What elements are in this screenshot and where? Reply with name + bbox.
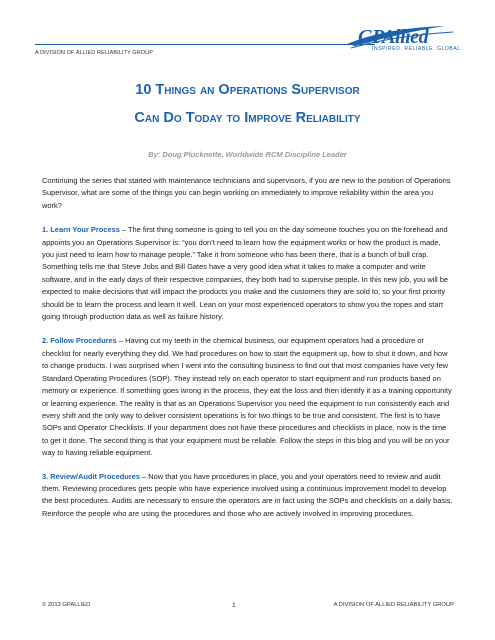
- section-paragraph: [42, 335, 454, 459]
- section-text: – The first thing someone is going to tell you on the day someone touches you on the forehead and appoints you an Operations Supervisor is: “you don’t need to learn how the equipment works or how the product is made, you just need to learn how to manage people.” Take it from someone who has been there, that is a bunch of bull crap. Something tells me that Steve Jobs and Bill Gates have a very good idea what it takes to make a computer and write software, and in the early days of their respective companies, they both had to supervise people. In this new job, you will be expected to make decisions that will impact the products you make and the customers they are sold to, so your first priority should be to learn the process and learn it well. Lean on your most experienced operators to show you the ropes and start going through production data as well as failure history.: [42, 225, 448, 322]
- document-body: [42, 175, 454, 532]
- document-title-line-2: Can Do Today to Improve Reliability: [134, 110, 361, 126]
- footer-division: A DIVISION OF ALLIED RELIABILITY GROUP: [333, 602, 454, 608]
- section-heading: 3. Review/Audit Procedures: [42, 471, 140, 481]
- intro-paragraph: Continuing the series that started with maintenance technicians and supervisors, if you are new to the position of Operations Supervisor, what are some of the things you can begin working on immediately to improve reliability within the area you work?: [42, 176, 451, 210]
- section-paragraph: [42, 471, 454, 521]
- section-text: – Now that you have procedures in place, you and your operators need to review and audit them. Reviewing procedures gets people who have experience involved using a continuous improvement model to develop the best procedures. Audits are necessary to ensure the operators are in fact using the SOPs and checklists on a daily basis. Reinforce the people who are using the procedures and those who are actively involved in improving procedures.: [42, 471, 453, 518]
- author-byline: By: Doug Plucknette, Worldwide RCM Discipline Leader: [148, 150, 347, 159]
- footer-copyright: © 2013 GPALLIED: [42, 602, 91, 608]
- header-division-text: A DIVISION OF ALLIED RELIABILITY GROUP: [35, 50, 154, 56]
- page-header: [0, 0, 495, 70]
- section-paragraph: [42, 224, 454, 323]
- section-heading: 1. Learn Your Process: [42, 225, 120, 235]
- document-title-line-1: 10 Things an Operations Supervisor: [135, 82, 360, 98]
- logo-tagline: INSPIRED. RELIABLE. GLOBAL.: [372, 46, 463, 52]
- logo-wordmark: GPAllied: [358, 26, 429, 48]
- header-rule: [35, 44, 375, 45]
- section-heading: 2. Follow Procedures: [42, 336, 117, 346]
- section-text: – Having cut my teeth in the chemical business, our equipment operators had a procedure or checklist for nearly everything they did. We had procedures on how to start the equipment up, how to shut it down, and how to change products. I was surprised when I went into the consulting business to find out that most companies have very few Standard Operating Procedures (SOP). They instead rely on each operator to start equipment and run products based on memory or experience. If something goes wrong in the process, they eat the loss and then identify it as a training opportunity or learning experience. The reality is that as an Operations Supervisor you need the equipment to run consistently each and every shift and the only way to deliver consistent operations is for two things to be true and consistent. The first is to have SOPs and Operator Checklists. If your department does not have these procedures and checklists in place, now is the time to get it done. The second thing is that your equipment must be reliable. Follow the steps in this blog and you will be on your way to having reliable equipment.: [42, 336, 452, 458]
- footer-page-number: 1: [232, 602, 236, 609]
